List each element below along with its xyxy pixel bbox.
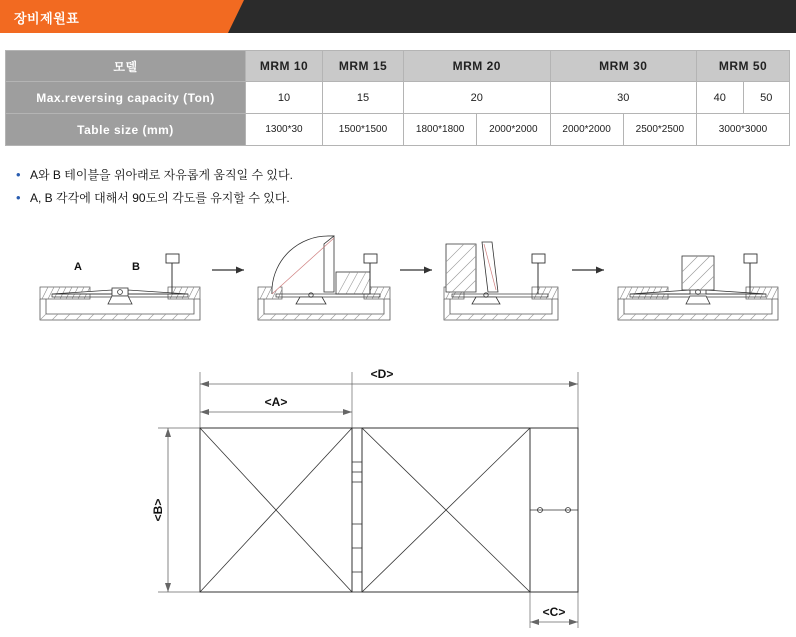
diagram-svg [0, 232, 796, 637]
dimension-c [530, 605, 578, 625]
size-cell-4: 2000*2000 [477, 114, 550, 146]
dimension-d [200, 367, 578, 387]
model-cell-5: MRM 50 [697, 51, 790, 82]
dimension-label-d: <D> [370, 367, 394, 381]
row-header-table-size: Table size (mm) [6, 114, 246, 146]
diagram-area [0, 232, 796, 637]
panel-a [200, 428, 352, 592]
sequence-frame-4 [618, 254, 778, 320]
table-row-table-size [6, 114, 790, 146]
dimension-label-a: <A> [264, 395, 288, 409]
hinge-column [352, 428, 362, 592]
size-cell-2: 1500*1500 [323, 114, 404, 146]
sequence-arrow-2 [400, 267, 432, 274]
sequence-arrow-1 [212, 267, 244, 274]
model-cell-1: MRM 10 [246, 51, 323, 82]
panel-b [362, 428, 530, 592]
sequence-diagram [40, 236, 778, 320]
dimension-b [151, 428, 171, 592]
capacity-cell-5: 40 [697, 82, 744, 114]
dimension-drawing [151, 367, 578, 628]
dimension-a [200, 395, 352, 415]
row-header-capacity: Max.reversing capacity (Ton) [6, 82, 246, 114]
dimension-label-c: <C> [542, 605, 566, 619]
label-a: A [74, 261, 82, 273]
size-cell-1: 1300*30 [246, 114, 323, 146]
sequence-arrow-3 [572, 267, 604, 274]
dimension-label-b: <B> [151, 498, 165, 522]
capacity-cell-6: 50 [743, 82, 790, 114]
side-block-c [530, 428, 578, 592]
note-item-1: • A와 B 테이블을 위아래로 자유롭게 움직일 수 있다. [14, 165, 614, 186]
size-cell-7: 3000*3000 [697, 114, 790, 146]
capacity-cell-1: 10 [246, 82, 323, 114]
table-row-model [6, 51, 790, 82]
notes-list [14, 165, 614, 211]
size-cell-6: 2500*2500 [623, 114, 696, 146]
page-title: 장비제원표 [14, 11, 80, 26]
model-cell-4: MRM 30 [550, 51, 697, 82]
capacity-cell-2: 15 [323, 82, 404, 114]
label-b: B [132, 261, 140, 273]
model-cell-3: MRM 20 [404, 51, 551, 82]
size-cell-5: 2000*2000 [550, 114, 623, 146]
sequence-frame-1 [40, 254, 244, 320]
model-cell-2: MRM 15 [323, 51, 404, 82]
spec-table [5, 50, 790, 146]
table-row-capacity [6, 82, 790, 114]
sequence-frame-3 [444, 242, 604, 320]
capacity-cell-3: 20 [404, 82, 551, 114]
row-header-model: 모델 [6, 51, 246, 82]
capacity-cell-4: 30 [550, 82, 697, 114]
note-item-2: • A, B 각각에 대해서 90도의 각도를 유지할 수 있다. [14, 188, 614, 209]
page-header [0, 0, 796, 33]
sequence-frame-2 [258, 236, 432, 320]
size-cell-3: 1800*1800 [404, 114, 477, 146]
